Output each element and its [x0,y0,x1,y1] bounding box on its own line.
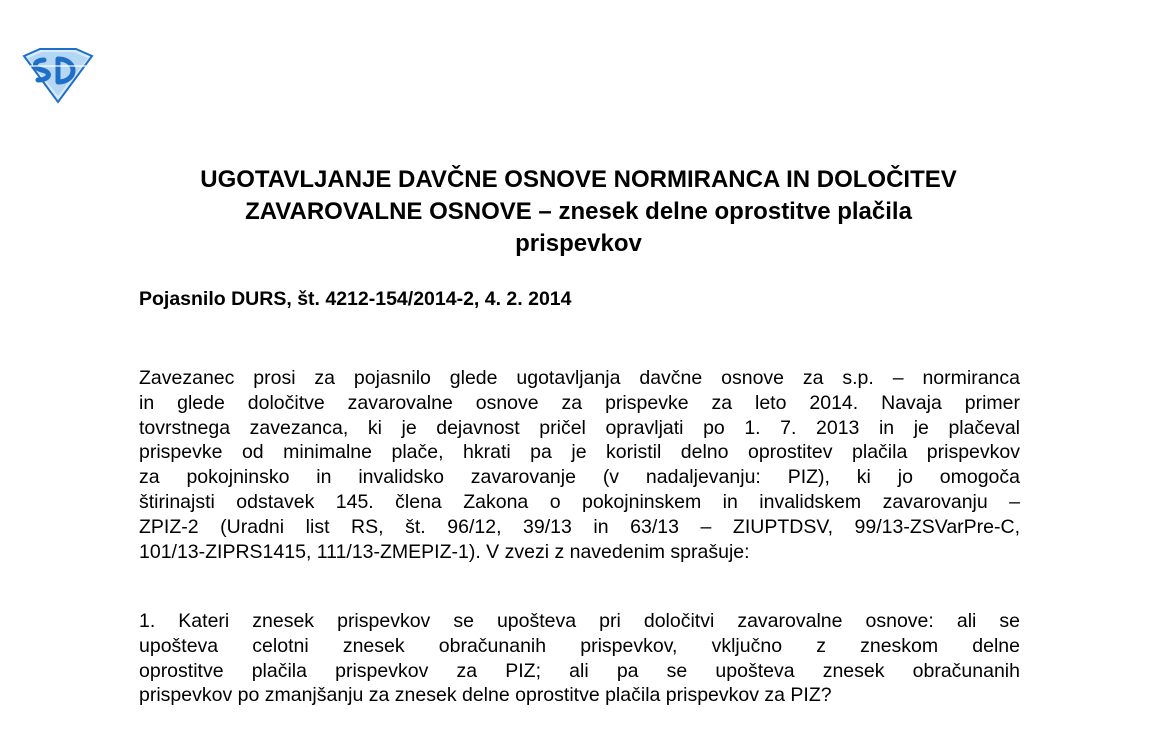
title-line: UGOTAVLJANJE DAVČNE OSNOVE NORMIRANCA IN DOLOČITEV [200,166,957,193]
text-line: za pokojninsko in invalidsko zavarovanje (v nadaljevanju: PIZ), ki jo omogoča [139,466,1020,489]
document-title [110,164,1047,260]
text-line: tovrstnega zavezanca, ki je dejavnost pričel opravljati po 1. 7. 2013 in je plačeval [139,416,1020,439]
text-line: in glede določitve zavarovalne osnove za prispevke za leto 2014. Navaja primer [139,391,1020,414]
text-line: oprostitve plačila prispevkov za PIZ; ali pa se upošteva znesek obračunanih [139,659,1020,682]
title-line: ZAVAROVALNE OSNOVE – znesek delne oprostitve plačila [245,198,912,225]
paragraph-question-1 [139,609,1020,708]
text-line: Zavezanec prosi za pojasnilo glede ugotavljanja davčne osnove za s.p. – normiranca [139,367,1020,389]
text-line: štirinajsti odstavek 145. člena Zakona o pokojninskem in invalidskem zavarovanju – [139,490,1020,513]
text-line: prispevke od minimalne plače, hkrati pa je koristil delno oprostitev plačila prispevkov [139,441,1020,464]
document-reference: Pojasnilo DURS, št. 4212-154/2014-2, 4. 2. 2014 [139,288,572,310]
text-line: prispevkov po zmanjšanju za znesek delne oprostitve plačila prispevkov za PIZ? [139,684,832,707]
text-line: 101/13-ZIPRS1415, 111/13-ZMEPIZ-1). V zvezi z navedenim sprašuje: [139,540,750,563]
text-line: ZPIZ-2 (Uradni list RS, št. 96/12, 39/13 in 63/13 – ZIUPTDSV, 99/13-ZSVarPre-C, [139,515,1020,538]
text-line: upošteva celotni znesek obračunanih prispevkov, vključno z zneskom delne [139,634,1020,657]
paragraph-intro [139,366,1020,564]
title-line: prispevkov [515,230,642,257]
text-line: 1. Kateri znesek prispevkov se upošteva pri določitvi zavarovalne osnove: ali se [139,610,1020,632]
logo-icon [20,46,96,104]
